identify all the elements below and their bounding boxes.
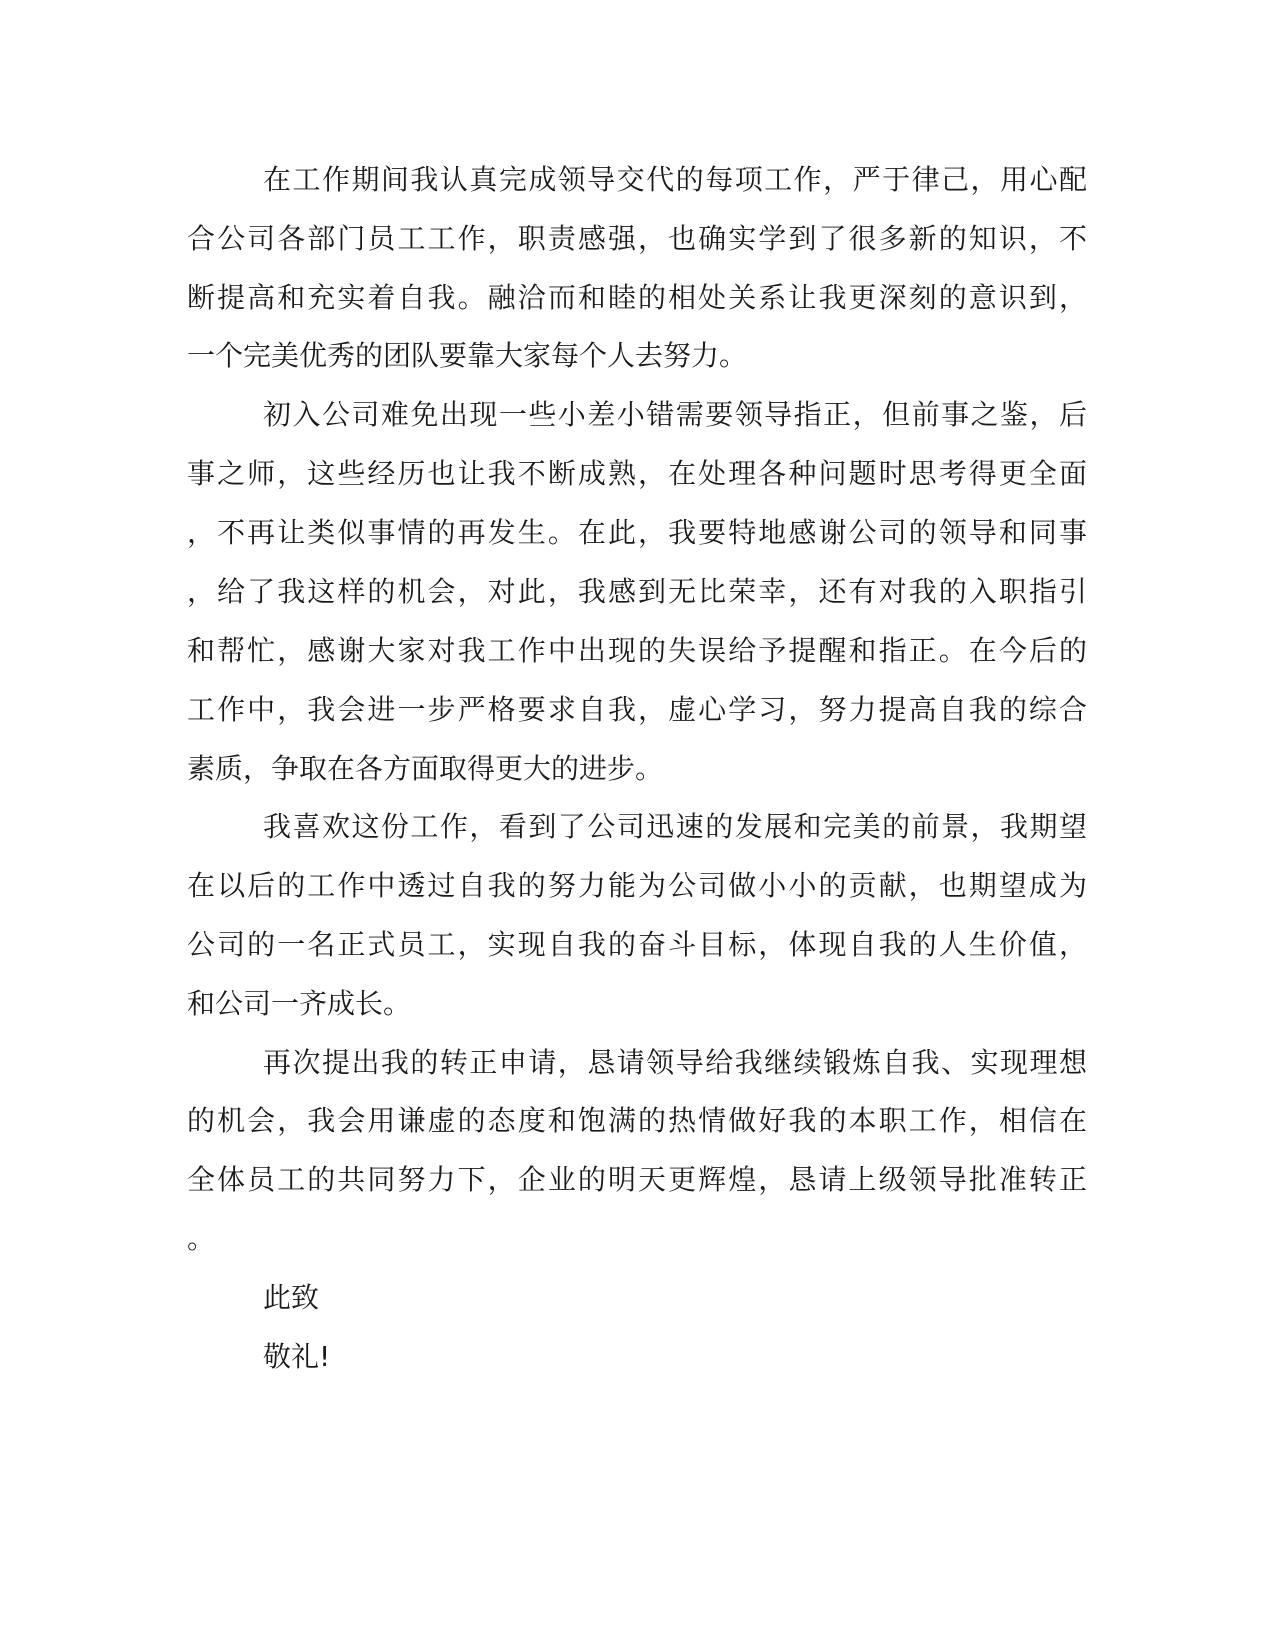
text-line: 全体员工的共同努力下，企业的明天更辉煌，恳请上级领导批准转正 bbox=[187, 1163, 1087, 1196]
text-line: 我喜欢这份工作，看到了公司迅速的发展和完美的前景，我期望 bbox=[263, 810, 1087, 843]
text-line: 事之师，这些经历也让我不断成熟，在处理各种问题时思考得更全面 bbox=[187, 457, 1087, 490]
closing-regards: 敬礼! bbox=[263, 1340, 331, 1373]
text-line: ，不再让类似事情的再发生。在此，我要特地感谢公司的领导和同事 bbox=[187, 516, 1087, 549]
text-line: 初入公司难免出现一些小差小错需要领导指正，但前事之鉴，后 bbox=[263, 398, 1087, 431]
text-line: 在以后的工作中透过自我的努力能为公司做小小的贡献，也期望成为 bbox=[187, 869, 1087, 902]
text-line: 的机会，我会用谦虚的态度和饱满的热情做好我的本职工作，相信在 bbox=[187, 1104, 1087, 1137]
text-line: 一个完美优秀的团队要靠大家每个人去努力。 bbox=[187, 339, 748, 372]
text-line: ，给了我这样的机会，对此，我感到无比荣幸，还有对我的入职指引 bbox=[187, 575, 1087, 608]
closing-salutation: 此致 bbox=[263, 1281, 320, 1314]
text-line: 和公司一齐成长。 bbox=[187, 987, 412, 1020]
text-line: 公司的一名正式员工，实现自我的奋斗目标，体现自我的人生价值， bbox=[187, 928, 1087, 961]
text-line: 工作中，我会进一步严格要求自我，虚心学习，努力提高自我的综合 bbox=[187, 693, 1087, 726]
text-line: 在工作期间我认真完成领导交代的每项工作，严于律己，用心配 bbox=[263, 163, 1087, 196]
text-line: 再次提出我的转正申请，恳请领导给我继续锻炼自我、实现理想 bbox=[263, 1046, 1087, 1079]
text-line: 合公司各部门员工工作，职责感强，也确实学到了很多新的知识，不 bbox=[187, 222, 1087, 255]
text-line: 。 bbox=[187, 1222, 216, 1255]
text-line: 和帮忙，感谢大家对我工作中出现的失误给予提醒和指正。在今后的 bbox=[187, 634, 1087, 667]
text-line: 断提高和充实着自我。融洽而和睦的相处关系让我更深刻的意识到， bbox=[187, 281, 1087, 314]
text-line: 素质，争取在各方面取得更大的进步。 bbox=[187, 752, 664, 785]
